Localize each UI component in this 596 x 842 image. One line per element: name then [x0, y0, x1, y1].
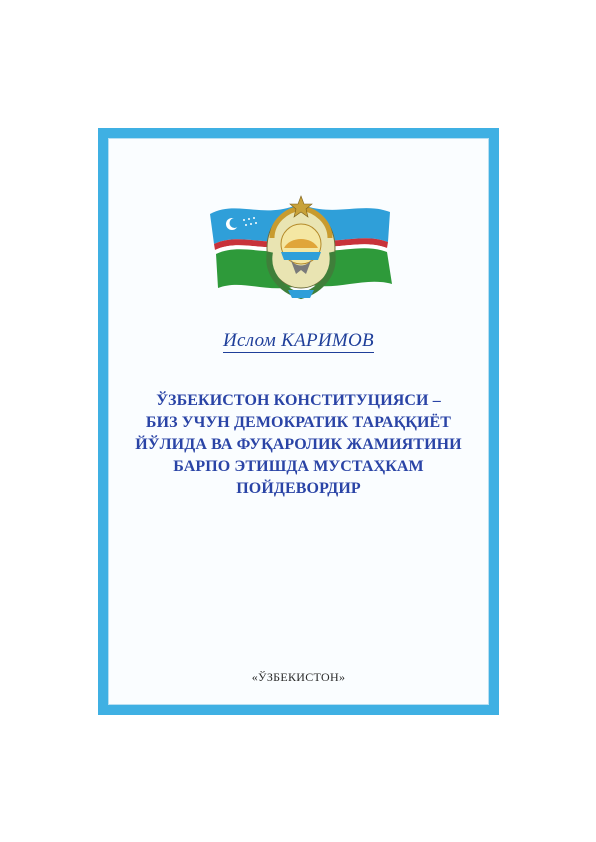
uzbekistan-flag-and-coat-of-arms-icon: [206, 192, 396, 304]
author-name: Ислом КАРИМОВ: [223, 330, 374, 351]
cover-inner-panel: [108, 138, 489, 705]
title-line: ЙЎЛИДА ВА ФУҚАРОЛИК ЖАМИЯТИНИ: [135, 436, 462, 453]
title-line: БАРПО ЭТИШДА МУСТАҲКАМ: [173, 458, 424, 475]
title-line: ПОЙДЕВОРДИР: [236, 480, 361, 497]
title-line: БИЗ УЧУН ДЕМОКРАТИК ТАРАҚҚИЁТ: [145, 414, 452, 431]
title-line: ЎЗБЕКИСТОН КОНСТИТУЦИЯСИ –: [156, 392, 441, 409]
book-title: [129, 390, 468, 500]
book-cover: [98, 128, 499, 715]
publisher-name: «ЎЗБЕКИСТОН»: [251, 670, 346, 684]
